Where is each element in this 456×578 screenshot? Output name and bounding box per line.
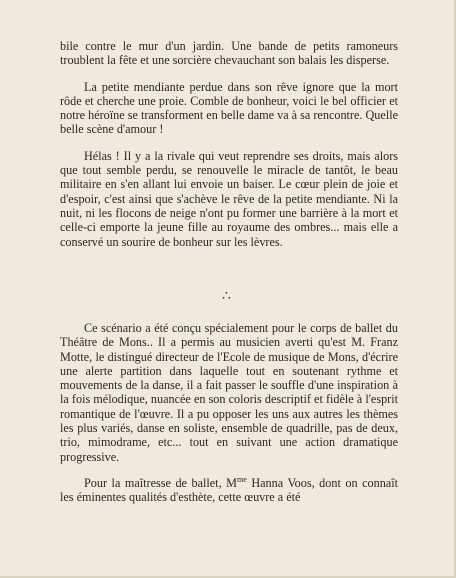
title-abbreviation: me xyxy=(237,474,247,484)
section-separator: ∴ xyxy=(222,289,232,304)
text-block-bottom xyxy=(60,321,398,505)
paragraph: La petite mendiante perdue dans son rêve ignore que la mort rôde et cherche une proie. Comble de bonheur, voici le bel officier et notre héroïne se transforment en belle dame va à sa rencontre. Quelle belle scène d'amour ! xyxy=(60,79,398,137)
paragraph-text: Pour la maîtresse de ballet, M xyxy=(84,475,237,490)
paragraph: bile contre le mur d'un jardin. Une bande de petits ramoneurs troublent la fête et une sorcière chevauchant son balais les disperse. xyxy=(60,39,398,68)
paragraph: Ce scénario a été conçu spécialement pour le corps de ballet du Théâtre de Mons.. Il a permis au musicien averti qu'est M. Franz Motte, le distingué directeur de l'Ecole de musique de Mons, d'écrire une alerte partition dans laquelle tout en soutenant rythme et mouvements de la danse, il a fait passer le souffle d'une inspiration à la fois mélodique, nuancée en son coloris descriptif et fidèle à l'esprit romantique de l'œuvre. Il a pu opposer les uns aux autres les thèmes les plus variés, danse en soliste, ensemble de quadrille, pas de deux, trio, mimodrame, etc... tout en suivant une action dramatique progressive. xyxy=(60,321,398,464)
paragraph-text: Hanna Voos, dont on connaît les éminentes qualités d'esthète, cette œuvre a été xyxy=(60,475,398,505)
paragraph: Hélas ! Il y a la rivale qui veut reprendre ses droits, mais alors que tout semble perdu, se renouvelle le miracle de tantôt, le beau militaire en s'en allant lui envoie un baiser. Le cœur plein de joie et d'espoir, c'est ainsi que s'achève le rêve de la petite mendiante. Ni la nuit, ni les flocons de neige n'ont pu former une barrière à la mort et celle-ci emporte la jeune fille au royaume des ombres... mais elle a conservé un sourire de bonheur sur les lèvres. xyxy=(60,148,398,249)
text-block-top xyxy=(60,39,398,249)
paragraph xyxy=(60,476,398,505)
